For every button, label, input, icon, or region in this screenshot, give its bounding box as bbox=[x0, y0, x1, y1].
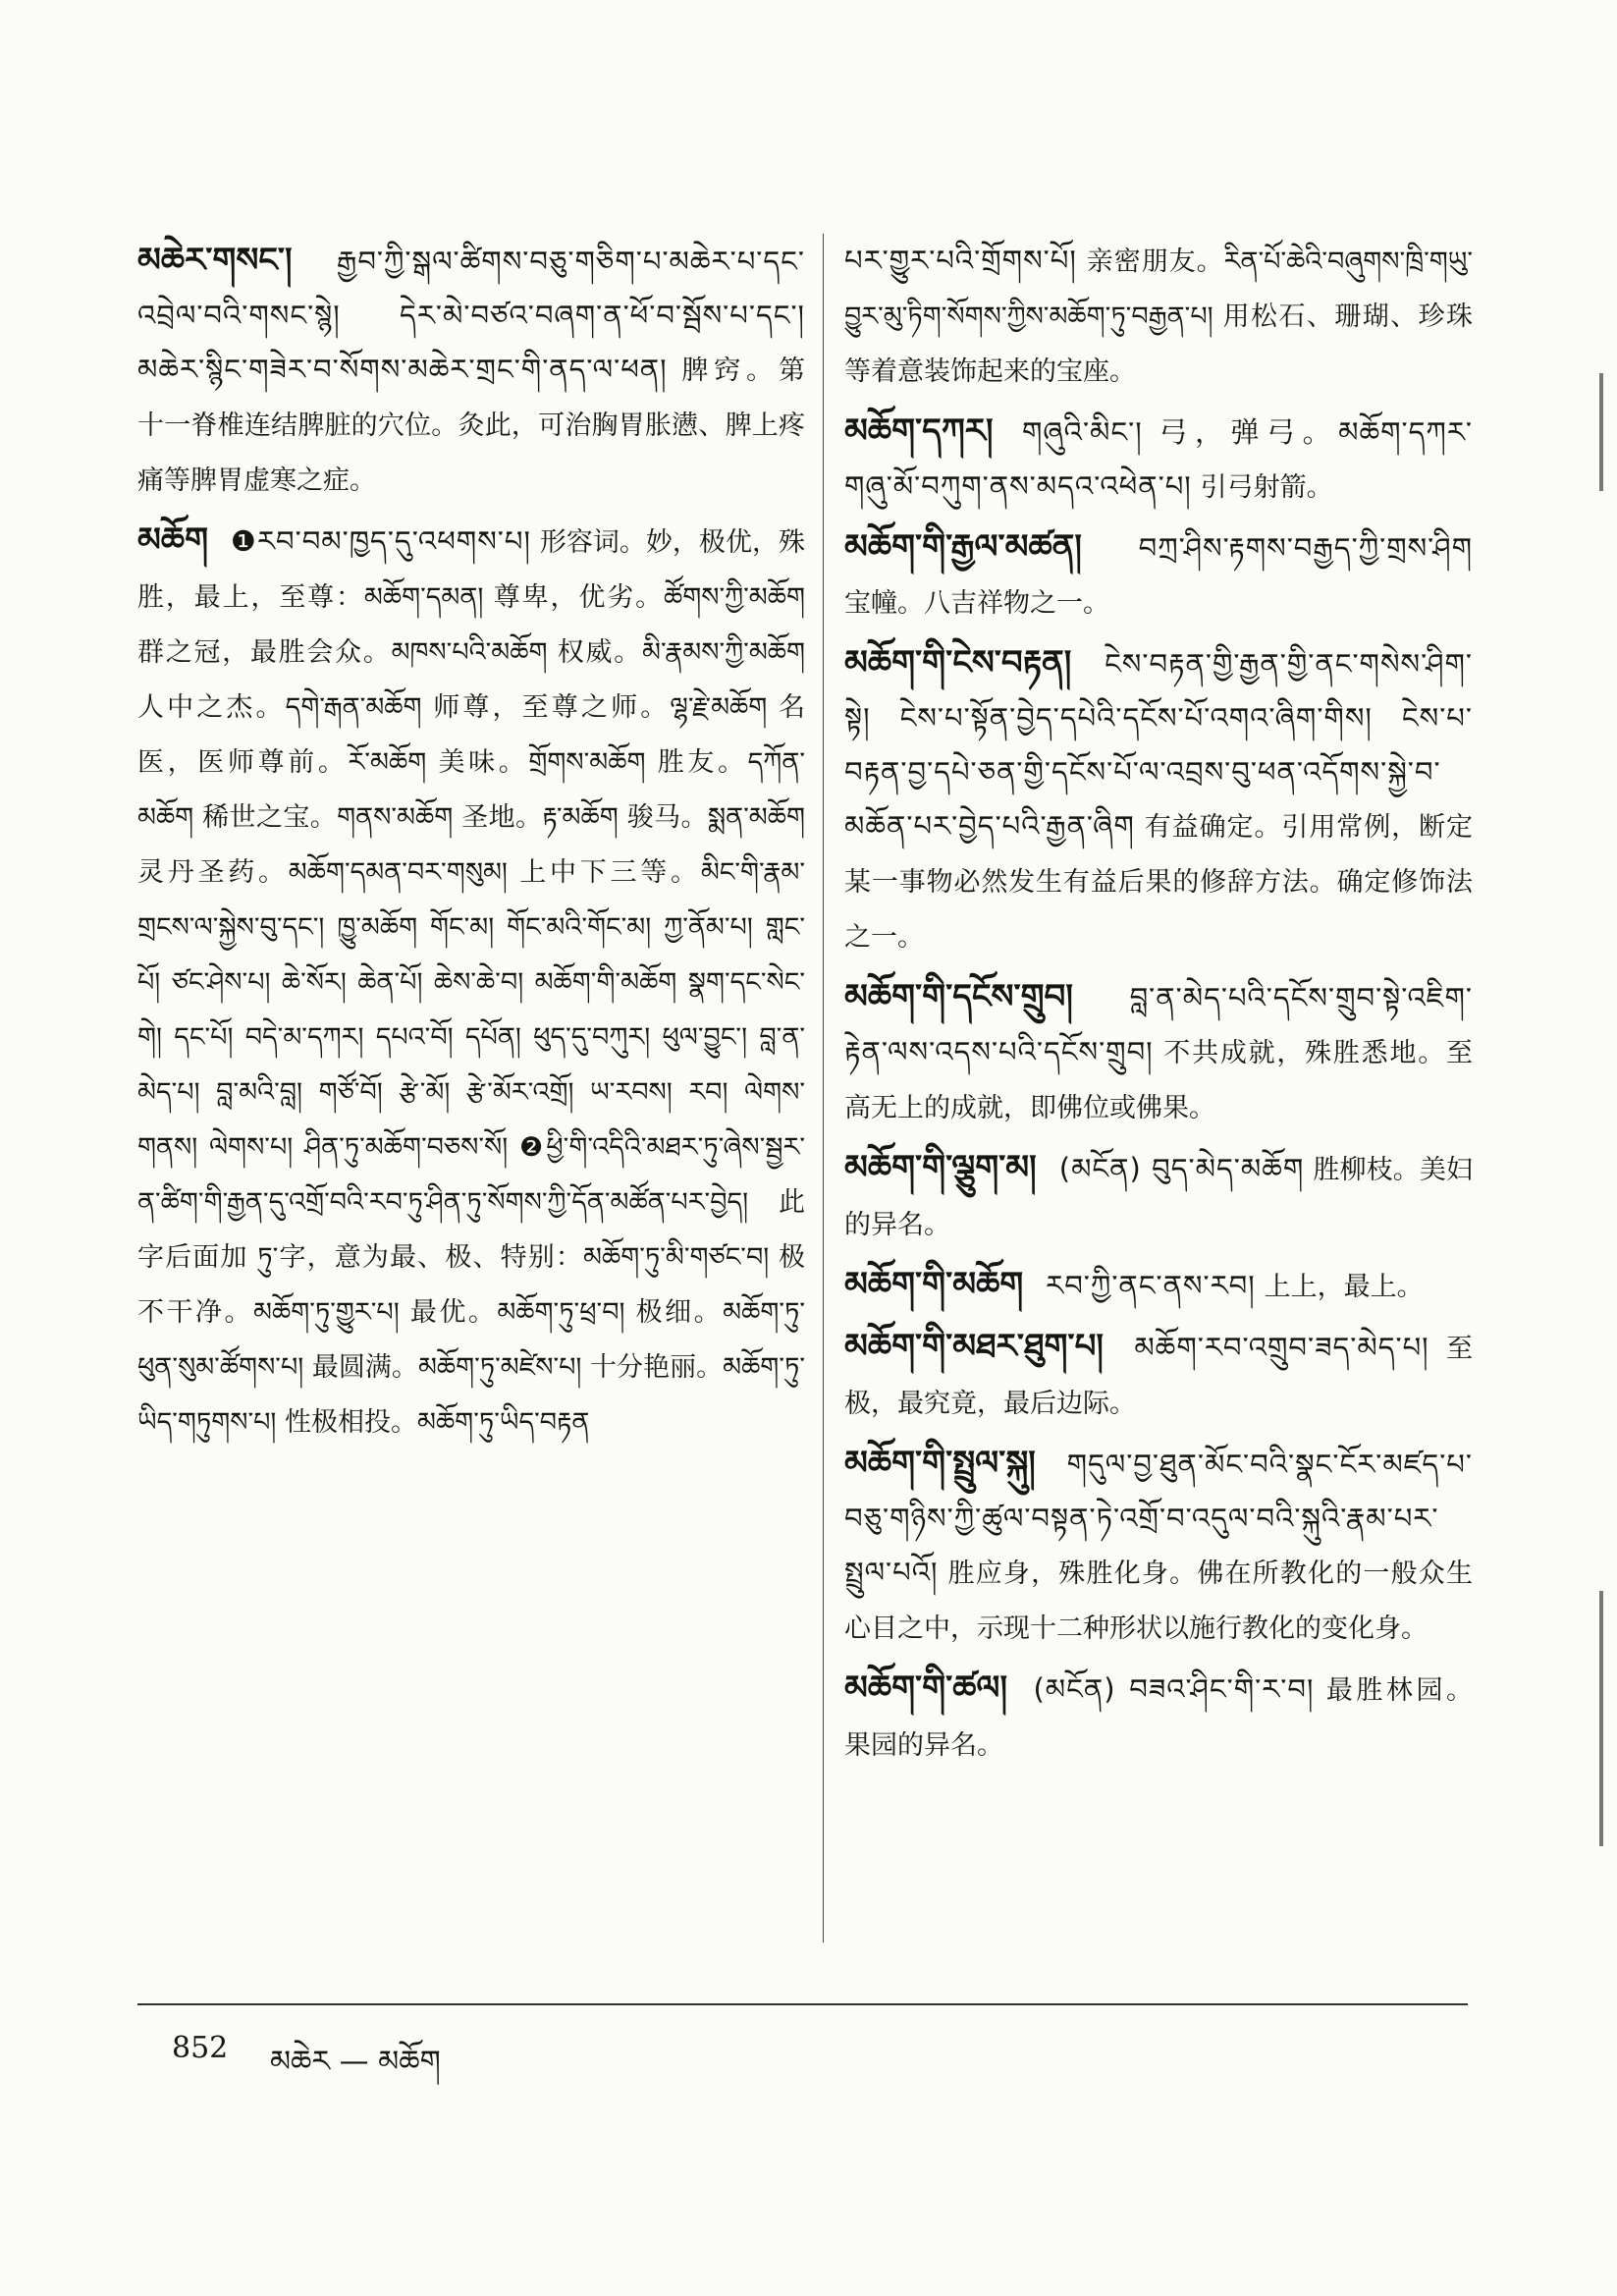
entry-tibetan-definition: པར་གྱུར་པའི་གྲོགས་པོ། bbox=[844, 244, 1077, 277]
column-divider bbox=[823, 234, 824, 1942]
scan-edge-mark bbox=[1599, 373, 1603, 491]
entry-headword: མཆོག་གི་ཚལ། bbox=[844, 1668, 1007, 1708]
entry-tibetan-definition: ❶རབ་བམ་ཁྱད་དུ་འཕགས་པ། bbox=[230, 524, 531, 558]
dictionary-entry bbox=[844, 1662, 1473, 1773]
dictionary-entry bbox=[137, 234, 805, 508]
entry-headword: མཆེར་གསང་། bbox=[137, 241, 293, 280]
dictionary-entry bbox=[844, 1258, 1473, 1314]
dictionary-entry bbox=[844, 520, 1473, 630]
entry-tibetan-definition: གདུལ་བྱ་ཐུན་མོང་བའི་སྣང་ངོར་མཛད་པ་བཅུ་གཉིས་ཀྱི་ཚུལ་བསྟན་ཏེ་འགྲོ་བ་འདུལ་བའི་སྐུའི་རྣམ་པར་སྤྲུལ་པའོ། bbox=[844, 1448, 1473, 1589]
dictionary-entry bbox=[844, 1141, 1473, 1252]
dictionary-entry bbox=[844, 1320, 1473, 1431]
scan-edge-mark bbox=[1599, 1591, 1603, 1846]
entry-chinese-definition: 脾窍。第十一脊椎连结脾脏的穴位。灸此，可治胸胃胀懑、脾上疼痛等脾胃虚寒之症。 bbox=[137, 355, 805, 496]
entry-headword: མཆོག་དཀར། bbox=[844, 411, 994, 451]
entry-tibetan-definition: (མངོན) བུད་མེད་མཆོག bbox=[1058, 1152, 1305, 1185]
entry-headword: མཆོག bbox=[137, 520, 209, 560]
entry-tibetan-definition: བླ་ན་མེད་པའི་དངོས་གྲུབ་སྟེ་འཇིག་རྟེན་ལས་འདས་པའི་དངོས་གྲུབ། bbox=[844, 981, 1473, 1068]
footer-rule bbox=[137, 2003, 1468, 2005]
entry-tibetan-definition: གཞུའི་མིང་། 弓，弹弓。མཆོག་དཀར་གཞུ་མོ་བཀུག་ནས་མདའ་འཕེན་པ། bbox=[844, 415, 1473, 503]
entry-chinese-definition: 有益确定。引用常例，断定某一事物必然发生有益后果的修辞方法。确定修饰法之一。 bbox=[844, 812, 1474, 953]
entry-headword: མཆོག་གི་མཆོག bbox=[844, 1265, 1024, 1304]
entry-headword: མཆོག་གི་དངོས་གྲུབ། bbox=[844, 977, 1073, 1016]
entry-chinese-definition-2: 此字后面加 ཏུ་字，意为最、极、特别：མཆོག་ཏུ་མི་གཙང་བ། 极不干净。མཆོག་ཏུ་གྱུར་པ། 最优。མཆོག་ཏུ་ཕྲ་བ། 极细。མཆོག་ཏུ་ཕུན་སུམ་ཚོགས་པ། 最圆满。མཆོག་ཏུ་མཛེས་པ། 十分艳丽。མཆོག་ཏུ་ཡིད་གཏུགས་པ། 性极相投。མཆོག་ཏུ་ཡིད་བརྟན bbox=[137, 1187, 805, 1438]
entry-chinese-definition: 形容词。妙，极优，殊胜，最上，至尊：མཆོག་དམན། 尊卑，优劣。ཚོགས་ཀྱི་མཆོག 群之冠，最胜会众。མཁས་པའི་མཆོག 权威。མི་རྣམས་ཀྱི་མཆོག 人中之杰。དགེ་རྒན་མཆོག 师尊，至尊之师。ལྷ་རྗེ་མཆོག 名医，医师尊前。རོ་མཆོག 美味。གྲོགས་མཆོག 胜友。དཀོན་མཆོག 稀世之宝。གནས་མཆོག 圣地。རྟ་མཆོག 骏马。སྨན་མཆོག 灵丹圣药。མཆོག་དམན་བར་གསུམ། 上中下三等。མིང་གི་རྣམ་གྲངས་ལ་སྐྱེས་བུ་དང་། ཁྱུ་མཆོག གོང་མ། གོང་མའི་གོང་མ། ཀྱ་ནོམ་པ། གླང་པོ། ཙང་ཤེས་པ། ཆེ་སོར། ཆེན་པོ། ཆེས་ཆེ་བ། མཆོག་གི་མཆོག སྣག་དང་སེང་གེ། དང་པོ། བདེ་མ་དཀར། དཔའ་བོ། དཔོན། ཕུད་དུ་བཀུར། ཕུལ་བྱུང་། བླ་ན་མེད་པ། བླ་མའི་བླ། གཙོ་བོ། རྩེ་མོ། རྩེ་མོར་འགྲོ། ཡ་རབས། རབ། ལེགས་གནས། ལེགས་པ། ཤིན་ཏུ་མཆོག་བཅས་སོ། ❷ཕྱི་གི་འདིའི་མཐར་ཏུ་ཞེས་སྦྱར་ན་ཚིག་གི་རྒྱན་དུ་འགྲོ་བའི་རབ་ཏུ་ཤིན་ཏུ་སོགས་ཀྱི་དོན་མཚོན་པར་བྱེད། bbox=[137, 527, 805, 1218]
entry-tibetan-definition: མཆོག་རབ་འགྲུབ་ཟད་མེད་པ། bbox=[1134, 1331, 1429, 1364]
running-head: མཆེར — མཆོག bbox=[270, 2045, 441, 2079]
entry-chinese-definition: 亲密朋友。རིན་པོ་ཆེའི་བཞུགས་ཁྲི་གཡུ་བྱུར་མུ་ཏིག་སོགས་ཀྱིས་མཆོག་ཏུ་བརྒྱན་པ། 用松石、珊瑚、珍珠等着意装饰起来的宝座。 bbox=[844, 246, 1473, 387]
page-number: 852 bbox=[172, 2031, 229, 2065]
entry-chinese-definition: 最胜林园。果园的异名。 bbox=[844, 1675, 1474, 1761]
entry-headword: མཆོག་གི་མཐར་ཐུག་པ། bbox=[844, 1327, 1104, 1366]
dictionary-entry bbox=[844, 970, 1473, 1135]
entry-chinese-definition: 上上，最上。 bbox=[1264, 1272, 1424, 1302]
entry-headword: མཆོག་གི་ལྕུག་མ། bbox=[844, 1148, 1037, 1187]
dictionary-entry bbox=[137, 514, 805, 1449]
entry-headword: མཆོག་གི་ངེས་བརྟན། bbox=[844, 643, 1072, 683]
entry-chinese-definition: 不共成就，殊胜悉地。至高无上的成就，即佛位或佛果。 bbox=[844, 1038, 1473, 1123]
entry-chinese-definition: 胜柳枝。美妇的异名。 bbox=[844, 1155, 1473, 1240]
entry-headword: མཆོག་གི་སྤྲུལ་སྐུ། bbox=[844, 1444, 1036, 1483]
left-column bbox=[137, 234, 805, 1455]
entry-chinese-definition: 至极，最究竟，最后边际。 bbox=[844, 1334, 1474, 1419]
entry-tibetan-definition: རྒྱབ་ཀྱི་སྒལ་ཚིགས་བཅུ་གཅིག་པ་མཆེར་པ་དང་འབྲེལ་བའི་གསང་སྙེ། དེར་མེ་བཙའ་བཞག་ན་ཕོ་བ་སྦོས་པ་དང་། མཆེར་སྙིང་གཟེར་བ་སོགས་མཆེར་གྲང་གི་ནད་ལ་ཕན། bbox=[137, 245, 805, 386]
entry-chinese-definition: 胜应身，殊胜化身。佛在所教化的一般众生心目之中，示现十二种形状以施行教化的变化身。 bbox=[844, 1558, 1473, 1644]
dictionary-entry bbox=[844, 1437, 1473, 1656]
entry-tibetan-definition: ངེས་བརྟན་གྱི་རྒྱན་གྱི་ནང་གསེས་ཤིག་སྟེ། ངེས་པ་སྟོན་བྱེད་དཔེའི་དངོས་པོ་འགའ་ཞིག་གིས། ངེས་པ་བརྟན་བྱ་དཔེ་ཅན་གྱི་དངོས་པོ་ལ་འབྲས་བུ་ཕན་འདོགས་སྐྱེ་བ་མཆོན་པར་བྱེད་པའི་རྒྱན་ཞིག bbox=[844, 647, 1473, 843]
right-column bbox=[844, 234, 1473, 1778]
dictionary-entry bbox=[844, 636, 1473, 964]
entry-chinese-definition: 引弓射箭。 bbox=[1200, 472, 1333, 503]
dictionary-entry-continued bbox=[844, 234, 1473, 399]
entry-headword: མཆོག་གི་རྒྱལ་མཚན། bbox=[844, 527, 1082, 567]
dictionary-entry bbox=[844, 405, 1473, 515]
entry-tibetan-definition: བཀྲ་ཤིས་རྟགས་བརྒྱད་ཀྱི་གྲས་ཤིག bbox=[1138, 531, 1473, 565]
entry-tibetan-definition: (མངོན) བཟའ་ཤིང་གི་ར་བ། bbox=[1033, 1672, 1315, 1706]
entry-tibetan-definition: རབ་ཀྱི་ནང་ནས་རབ། bbox=[1046, 1269, 1256, 1302]
entry-chinese-definition: 宝幢。八吉祥物之一。 bbox=[844, 588, 1109, 619]
